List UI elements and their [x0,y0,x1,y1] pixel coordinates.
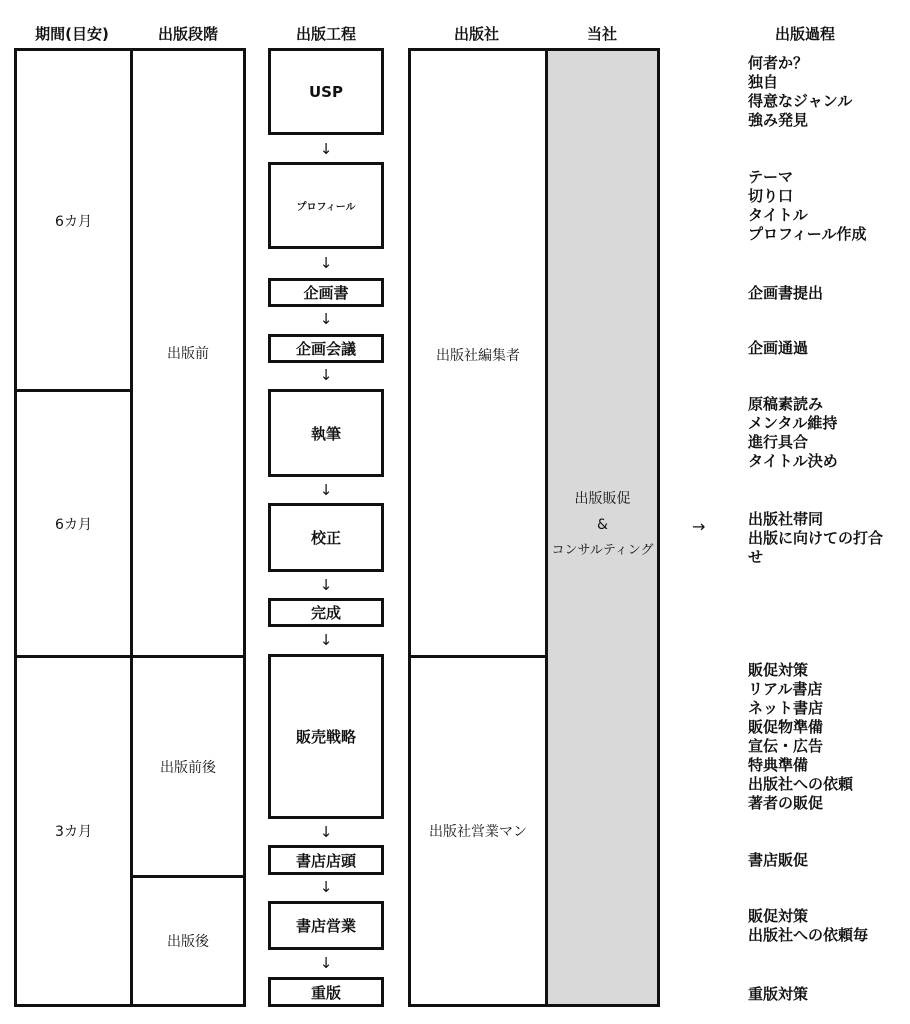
period-label: 6カ月 [55,516,92,533]
our-company-line-2: & [597,516,608,533]
description-group-4 [748,339,808,358]
description-line: 独自 [748,73,779,91]
publisher-label: 出版社営業マン [429,824,527,840]
description-group-7 [748,661,853,813]
arrow-right-icon: → [692,517,706,536]
description-line: 販促物準備 [748,718,824,736]
process-step-usp [268,48,384,135]
our-company-label [551,489,653,561]
description-group-8 [748,851,808,870]
process-step-label: 執筆 [310,424,341,443]
process-step-label: 企画会議 [295,340,356,358]
description-line: 出版社帯同 [748,510,824,528]
arrow-down-icon: ↓ [319,481,333,499]
period-label: 3カ月 [55,824,92,840]
description-line: 企画通過 [748,339,809,357]
description-line: プロフィール作成 [748,225,867,243]
process-step-writing [268,389,384,477]
description-line: 切り口 [748,187,794,205]
description-group-6 [748,510,883,567]
description-line: 企画書提出 [748,284,824,302]
description-line: 原稿素読み [748,395,824,413]
header-our-company: 当社 [586,25,617,43]
stage-cell-pre [130,48,246,658]
stage-cell-post [130,875,246,1007]
description-group-5 [748,395,838,471]
description-line: 何者か？ [748,54,809,72]
arrow-down-icon: ↓ [319,310,333,328]
header-publishing-process: 出版過程 [774,25,835,43]
description-line: 重版対策 [748,985,809,1003]
description-line: 特典準備 [748,756,809,774]
process-step-label: USP [309,82,343,101]
process-step-label: 重版 [310,983,341,1002]
description-line: 出版社への依頼 [748,775,854,793]
header-stage: 出版段階 [157,25,218,43]
description-line: 書店販促 [748,851,809,869]
period-cell-2 [14,389,133,658]
publisher-cell-sales [408,655,548,1007]
publisher-cell-editor [408,48,548,658]
stage-label: 出版後 [167,934,209,950]
description-line: 強み発見 [748,111,809,129]
description-line: ネット書店 [748,699,824,717]
process-step-completion [268,598,384,627]
description-line: 宣伝・広告 [748,737,824,755]
arrow-down-icon: ↓ [319,631,333,649]
period-label: 6カ月 [55,214,92,230]
our-company-line-3: コンサルティング [551,542,654,558]
description-group-3 [748,284,823,303]
description-line: 出版社への依頼毎 [748,926,869,944]
process-step-proposal [268,278,384,307]
process-step-planning-meeting [268,334,384,363]
description-line: メンタル維持 [748,414,838,432]
arrow-down-icon: ↓ [319,823,333,841]
description-line: タイトル [748,206,808,224]
process-step-label: 校正 [310,529,341,547]
description-line: テーマ [748,168,794,186]
arrow-down-icon: ↓ [319,254,333,272]
stage-label: 出版前 [167,346,209,362]
arrow-down-icon: ↓ [319,878,333,896]
process-step-label: プロフィール [296,202,356,213]
stage-label: 出版前後 [160,759,216,776]
process-step-label: 販売戦略 [295,728,356,746]
description-line: 出版に向けての打合 [748,529,884,547]
description-group-2 [748,168,867,244]
process-step-label: 完成 [310,604,341,622]
description-line: タイトル決め [748,452,838,470]
description-group-9 [748,907,868,945]
header-publisher: 出版社 [453,25,499,43]
our-company-line-1: 出版販促 [574,490,631,507]
process-step-bookstore-sales [268,901,384,950]
description-line: 販促対策 [748,907,809,925]
process-step-label: 書店営業 [295,917,356,935]
description-line: リアル書店 [748,680,823,698]
process-step-label: 企画書 [303,284,349,302]
period-cell-3 [14,655,133,1007]
process-step-storefront [268,845,384,875]
arrow-down-icon: ↓ [319,954,333,972]
description-line: せ [748,548,764,566]
process-step-proofreading [268,503,384,572]
our-company-cell [545,48,660,1007]
process-step-label: 書店店頭 [295,851,356,870]
process-step-profile [268,162,384,249]
arrow-down-icon: ↓ [319,140,333,158]
arrow-down-icon: ↓ [319,576,333,594]
publisher-label: 出版社編集者 [436,348,520,364]
process-step-sales-strategy [268,654,384,819]
period-cell-1 [14,48,133,392]
process-step-reprint [268,977,384,1007]
description-group-10 [748,985,808,1004]
description-line: 販促対策 [748,661,809,679]
description-line: 進行具合 [748,433,809,451]
header-process: 出版工程 [295,25,356,43]
header-period: 期間(目安) [35,25,109,43]
description-line: 著者の販促 [748,794,824,812]
description-group-1 [748,54,852,130]
stage-cell-around [130,655,246,878]
arrow-down-icon: ↓ [319,366,333,384]
description-line: 得意なジャンル [748,92,853,110]
